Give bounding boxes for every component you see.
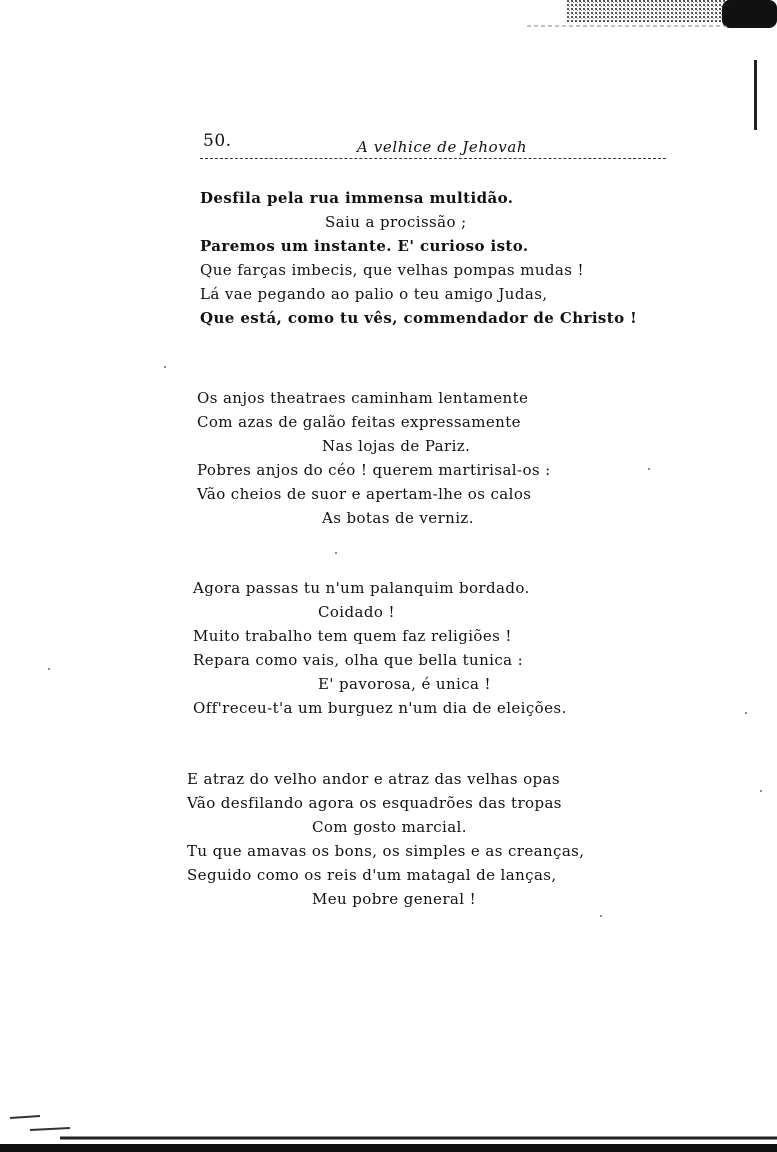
verse-line: As botas de verniz.: [322, 509, 474, 527]
verse-line: Com gosto marcial.: [312, 818, 467, 836]
verse-line: Repara como vais, olha que bella tunica :: [193, 651, 524, 669]
poem-stanza: [197, 386, 551, 530]
poem-stanza: [193, 576, 567, 720]
verse-line: E' pavorosa, é unica !: [318, 675, 491, 693]
verse-line: Paremos um instante. E' curioso isto.: [200, 237, 529, 255]
verse-line: E atraz do velho andor e atraz das velhas opas: [187, 770, 560, 788]
scan-speck: [600, 915, 602, 917]
verse-line: Pobres anjos do céo ! querem martirisal-os :: [197, 461, 551, 479]
running-title: A velhice de Jehovah: [357, 138, 528, 156]
verse-line: Muito trabalho tem quem faz religiões !: [193, 627, 512, 645]
verse-line: Desfila pela rua immensa multidão.: [200, 189, 514, 207]
poem-stanza: [200, 186, 637, 330]
verse-line: Os anjos theatraes caminham lentamente: [197, 389, 529, 407]
verse-line: Vão desfilando agora os esquadrões das tropas: [187, 794, 562, 812]
verse-line: Nas lojas de Pariz.: [322, 437, 471, 455]
verse-line: Seguido como os reis d'um matagal de lanças,: [187, 866, 557, 884]
verse-line: Que está, como tu vês, commendador de Christo !: [200, 309, 638, 327]
scan-edge-line: [754, 60, 757, 130]
scan-shadow-top-right: [527, 0, 777, 30]
verse-line: Tu que amavas os bons, os simples e as creanças,: [187, 842, 585, 860]
verse-line: Com azas de galão feitas expressamente: [197, 413, 521, 431]
scan-speck: [745, 712, 747, 714]
scan-shadow-bottom: [0, 1104, 777, 1152]
scan-speck: [164, 366, 166, 368]
header-rule: [200, 158, 666, 159]
verse-line: Agora passas tu n'um palanquim bordado.: [193, 579, 530, 597]
verse-line: Que farças imbecis, que velhas pompas mudas !: [200, 261, 584, 279]
page-number: 50.: [203, 131, 232, 151]
verse-line: Coidado !: [318, 603, 395, 621]
verse-line: Meu pobre general !: [312, 890, 477, 908]
scan-speck: [335, 552, 337, 554]
scan-speck: [760, 790, 762, 792]
verse-line: Lá vae pegando ao palio o teu amigo Judas,: [200, 285, 548, 303]
verse-line: Off'receu-t'a um burguez n'um dia de eleições.: [193, 699, 567, 717]
scan-speck: [648, 468, 650, 470]
verse-line: Vão cheios de suor e apertam-lhe os calos: [197, 485, 532, 503]
scan-speck: [48, 668, 50, 670]
poem-stanza: [187, 767, 584, 911]
verse-line: Saiu a procissão ;: [325, 213, 467, 231]
